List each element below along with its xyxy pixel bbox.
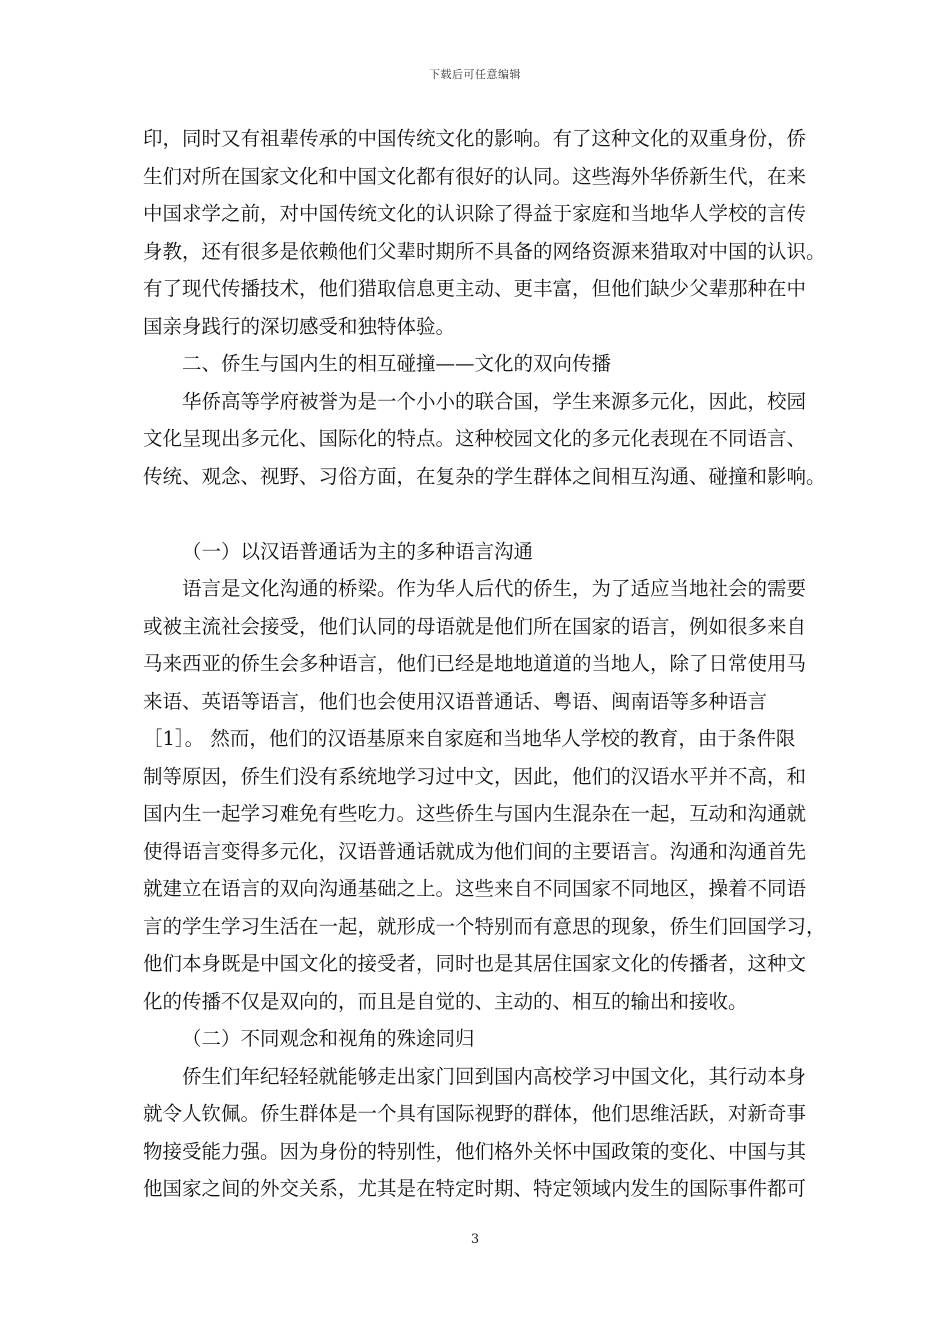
subsection-heading-2 [143,1020,808,1058]
text-line: 国亲身践行的深切感受和独特体验。 [143,314,456,338]
text-line: 印，同时又有祖辈传承的中国传统文化的影响。有了这种文化的双重身份，侨 [143,127,807,150]
text-line: 文化呈现出多元化、国际化的特点。这种校园文化的多元化表现在不同语言、 [143,427,807,450]
text-line: 语言是文化沟通的桥梁。作为华人后代的侨生，为了适应当地社会的需要 [182,577,807,600]
text-line: 化的传播不仅是双向的，而且是自觉的、主动的、相互的输出和接收。 [143,989,748,1013]
paragraph-campus-culture [143,383,826,496]
text-line: 就令人钦佩。侨生群体是一个具有国际视野的群体，他们思维活跃，对新奇事 [143,1102,807,1125]
text-line: 言的学生学习生活在一起，就形成一个特别而有意思的现象，侨生们回国学习， [143,914,826,938]
section-heading [143,345,808,383]
text-line: 制等原因，侨生们没有系统地学习过中文，因此，他们的汉语水平并不高，和 [143,764,807,788]
subsection-heading-1 [143,533,808,571]
paragraph-continuation [143,120,826,345]
heading-text: （二）不同观念和视角的殊途同归 [182,1027,475,1050]
text-line: 使得语言变得多元化，汉语普通话就成为他们间的主要语言。沟通和沟通首先 [143,839,807,863]
text-line: 侨生们年纪轻轻就能够走出家门回到国内高校学习中国文化，其行动本身 [182,1064,807,1088]
text-line: 生们对所在国家文化和中国文化都有很好的认同。这些海外华侨新生代，在来 [143,164,807,188]
text-line: 就建立在语言的双向沟通基础之上。这些来自不同国家不同地区，操着不同语 [143,877,807,900]
document-body [143,120,826,1208]
text-line: 他们本身既是中国文化的接受者，同时也是其居住国家文化的传播者，这种文 [143,952,807,975]
text-line: 国内生一起学习难免有些吃力。这些侨生与国内生混杂在一起，互动和沟通就 [143,802,807,825]
paragraph-language [143,570,826,1020]
text-line: 他国家之间的外交关系，尤其是在特定时期、特定领域内发生的国际事件都可 [143,1177,807,1200]
text-line: 有了现代传播技术，他们猎取信息更主动、更丰富，但他们缺少父辈那种在中 [143,277,807,300]
text-line: 物接受能力强。因为身份的特别性，他们格外关怀中国政策的变化、中国与其 [143,1139,807,1163]
page-number: 3 [470,1232,480,1247]
heading-text: （一）以汉语普通话为主的多种语言沟通 [182,539,534,563]
text-line: 或被主流社会接受，他们认同的母语就是他们所在国家的语言，例如很多来自 [143,614,807,638]
text-line: 传统、观念、视野、习俗方面，在复杂的学生群体之间相互沟通、碰撞和影响。 [143,464,826,488]
text-line: 马来西亚的侨生会多种语言，他们已经是地地道道的当地人，除了日常使用马 [143,652,807,675]
heading-text: 二、侨生与国内生的相互碰撞——文化的双向传播 [182,352,612,375]
text-line: 身教，还有很多是依赖他们父辈时期所不具备的网络资源来猎取对中国的认识。 [143,239,826,263]
paragraph-gap [143,495,808,533]
text-line: 来语、英语等语言，他们也会使用汉语普通话、粤语、闽南语等多种语言 [143,689,768,713]
text-line: 华侨高等学府被誉为是一个小小的联合国，学生来源多元化，因此，校园 [182,389,807,413]
text-line: ［1］。 然而，他们的汉语基原来自家庭和当地华人学校的教育，由于条件限 [143,727,796,750]
text-line: 中国求学之前，对中国传统文化的认识除了得益于家庭和当地华人学校的言传 [143,202,807,225]
page-header: 下载后可任意编辑 [429,68,521,81]
paragraph-perspectives [143,1058,808,1208]
